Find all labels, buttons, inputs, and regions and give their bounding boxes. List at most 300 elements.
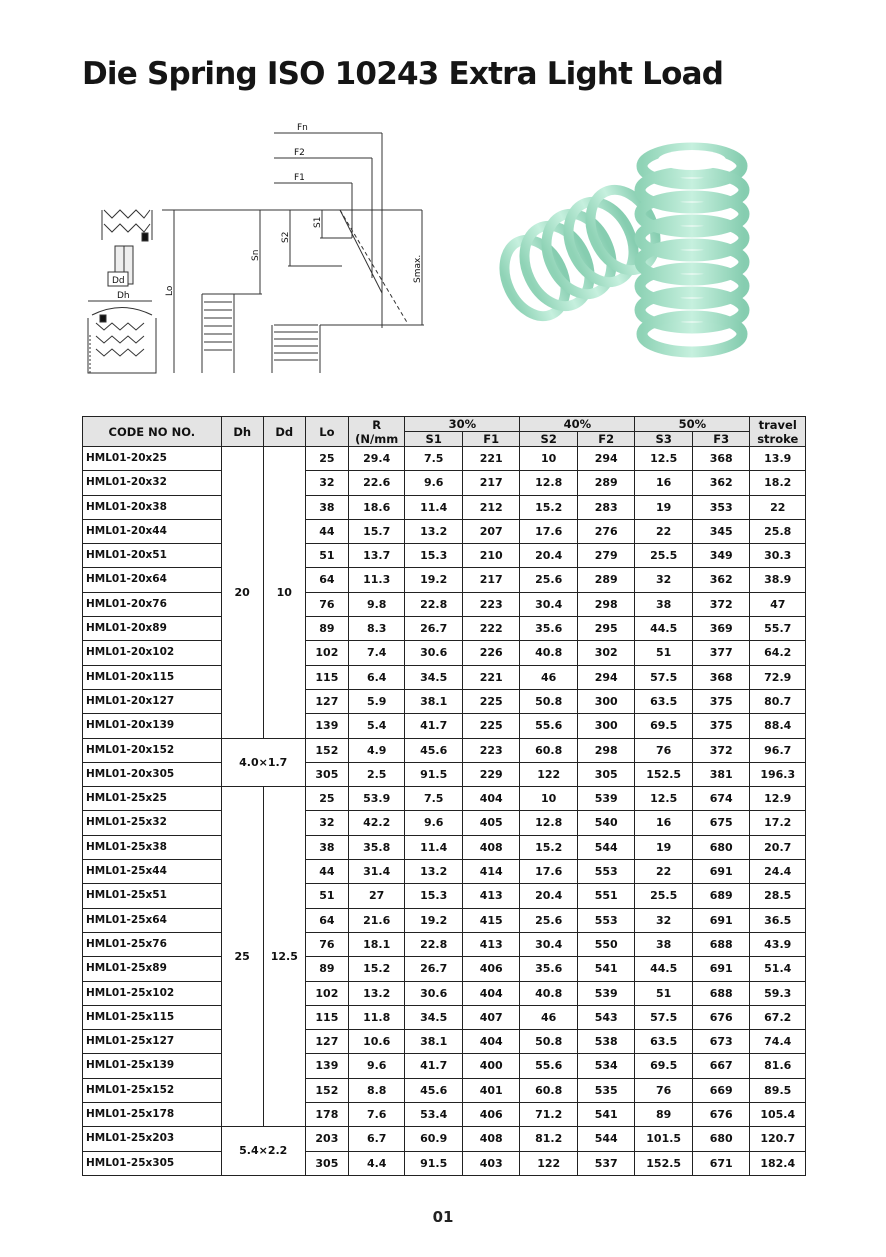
cell-s2: 10: [520, 447, 578, 471]
cell-f2: 540: [577, 811, 635, 835]
table-row: [83, 762, 806, 786]
cell-travel: 47: [750, 592, 806, 616]
cell-f2: 279: [577, 544, 635, 568]
header-lo: Lo: [305, 417, 348, 447]
cell-code: HML01-25x44: [83, 860, 222, 884]
cell-f1: 226: [462, 641, 520, 665]
cell-r: 15.2: [348, 957, 404, 981]
cell-lo: 305: [305, 762, 348, 786]
table-row: [83, 884, 806, 908]
cell-f3: 362: [692, 568, 750, 592]
label-lo: Lo: [165, 285, 175, 296]
cell-dd-group-12-5: 12.5: [263, 787, 305, 1127]
cell-code: HML01-20x32: [83, 471, 222, 495]
header-dd: Dd: [263, 417, 305, 447]
page-title: Die Spring ISO 10243 Extra Light Load: [82, 56, 724, 92]
cell-f1: 404: [462, 1030, 520, 1054]
cell-lo: 89: [305, 617, 348, 641]
cell-f1: 415: [462, 908, 520, 932]
cell-s1: 41.7: [405, 714, 463, 738]
cell-f3: 680: [692, 835, 750, 859]
cell-s1: 34.5: [405, 665, 463, 689]
cell-lo: 102: [305, 641, 348, 665]
label-fn: Fn: [297, 123, 308, 133]
cell-code: HML01-25x25: [83, 787, 222, 811]
cell-f1: 225: [462, 689, 520, 713]
cell-travel: 81.6: [750, 1054, 806, 1078]
cell-r: 10.6: [348, 1030, 404, 1054]
cell-lo: 152: [305, 738, 348, 762]
header-s1: S1: [405, 432, 463, 447]
cell-s3: 76: [635, 1078, 693, 1102]
cell-f3: 689: [692, 884, 750, 908]
cell-code: HML01-25x127: [83, 1030, 222, 1054]
cell-code: HML01-20x115: [83, 665, 222, 689]
cell-lo: 51: [305, 884, 348, 908]
spring-spec-table: [82, 416, 806, 1176]
cell-s3: 89: [635, 1103, 693, 1127]
cell-s3: 19: [635, 495, 693, 519]
cell-s1: 13.2: [405, 519, 463, 543]
header-50pct: 50%: [635, 417, 750, 432]
table-row: [83, 860, 806, 884]
table-row: [83, 738, 806, 762]
cell-s2: 35.6: [520, 617, 578, 641]
cell-f3: 375: [692, 689, 750, 713]
cell-s1: 53.4: [405, 1103, 463, 1127]
cell-travel: 51.4: [750, 957, 806, 981]
cell-s3: 63.5: [635, 689, 693, 713]
cell-s3: 57.5: [635, 1005, 693, 1029]
cell-travel: 13.9: [750, 447, 806, 471]
cell-lo: 25: [305, 787, 348, 811]
cell-f3: 676: [692, 1103, 750, 1127]
label-sn: Sn: [251, 249, 261, 261]
cell-f1: 223: [462, 738, 520, 762]
header-r-line2: (N/mm: [355, 431, 399, 446]
cell-f2: 305: [577, 762, 635, 786]
header-travel-line1: travel: [758, 417, 797, 432]
cell-f2: 289: [577, 471, 635, 495]
cell-lo: 127: [305, 1030, 348, 1054]
cell-r: 22.6: [348, 471, 404, 495]
cell-s1: 38.1: [405, 689, 463, 713]
cell-s3: 69.5: [635, 1054, 693, 1078]
cell-s3: 16: [635, 811, 693, 835]
cell-f3: 362: [692, 471, 750, 495]
cell-code: HML01-25x102: [83, 981, 222, 1005]
cell-f1: 217: [462, 471, 520, 495]
cell-s2: 25.6: [520, 568, 578, 592]
cell-f2: 300: [577, 689, 635, 713]
cell-f3: 372: [692, 738, 750, 762]
cell-travel: 67.2: [750, 1005, 806, 1029]
cell-s2: 17.6: [520, 860, 578, 884]
cell-travel: 36.5: [750, 908, 806, 932]
cell-lo: 139: [305, 714, 348, 738]
cell-r: 13.7: [348, 544, 404, 568]
cell-s2: 40.8: [520, 981, 578, 1005]
table-row: [83, 519, 806, 543]
label-dd: Dd: [112, 276, 125, 286]
cell-dd-group-10: 10: [263, 447, 305, 739]
cell-r: 42.2: [348, 811, 404, 835]
table-row: [83, 1127, 806, 1151]
cell-f2: 276: [577, 519, 635, 543]
cell-travel: 89.5: [750, 1078, 806, 1102]
cell-s2: 60.8: [520, 738, 578, 762]
cell-lo: 115: [305, 1005, 348, 1029]
cell-travel: 182.4: [750, 1151, 806, 1175]
cell-lo: 152: [305, 1078, 348, 1102]
cell-s3: 25.5: [635, 544, 693, 568]
table-row: [83, 811, 806, 835]
cell-code: HML01-20x51: [83, 544, 222, 568]
cell-code: HML01-20x139: [83, 714, 222, 738]
cell-f1: 207: [462, 519, 520, 543]
cell-travel: 105.4: [750, 1103, 806, 1127]
cell-travel: 72.9: [750, 665, 806, 689]
cell-f1: 401: [462, 1078, 520, 1102]
cell-s1: 11.4: [405, 835, 463, 859]
cell-f1: 407: [462, 1005, 520, 1029]
cell-lo: 44: [305, 519, 348, 543]
cell-f3: 353: [692, 495, 750, 519]
cell-r: 4.4: [348, 1151, 404, 1175]
cell-travel: 59.3: [750, 981, 806, 1005]
cell-s2: 71.2: [520, 1103, 578, 1127]
header-travel: [750, 417, 806, 447]
label-f2: F2: [294, 148, 305, 158]
cell-s3: 44.5: [635, 957, 693, 981]
cell-code: HML01-25x178: [83, 1103, 222, 1127]
cell-s2: 40.8: [520, 641, 578, 665]
table-row: [83, 932, 806, 956]
cell-r: 15.7: [348, 519, 404, 543]
cell-code: HML01-25x32: [83, 811, 222, 835]
cell-f3: 673: [692, 1030, 750, 1054]
cell-s1: 19.2: [405, 568, 463, 592]
cell-r: 29.4: [348, 447, 404, 471]
cell-lo: 89: [305, 957, 348, 981]
cell-travel: 64.2: [750, 641, 806, 665]
cell-f1: 212: [462, 495, 520, 519]
cell-travel: 18.2: [750, 471, 806, 495]
cell-lo: 115: [305, 665, 348, 689]
header-s3: S3: [635, 432, 693, 447]
cell-r: 27: [348, 884, 404, 908]
cell-f1: 229: [462, 762, 520, 786]
header-40pct: 40%: [520, 417, 635, 432]
cell-s2: 46: [520, 665, 578, 689]
cell-s3: 152.5: [635, 1151, 693, 1175]
cell-lo: 38: [305, 495, 348, 519]
cell-code: HML01-25x89: [83, 957, 222, 981]
cell-s1: 41.7: [405, 1054, 463, 1078]
table-row: [83, 1103, 806, 1127]
cell-f3: 345: [692, 519, 750, 543]
table-row: [83, 495, 806, 519]
cell-lo: 305: [305, 1151, 348, 1175]
cell-lo: 38: [305, 835, 348, 859]
cell-s2: 35.6: [520, 957, 578, 981]
cell-s3: 76: [635, 738, 693, 762]
cell-s2: 15.2: [520, 495, 578, 519]
cell-s2: 122: [520, 762, 578, 786]
table-row: [83, 689, 806, 713]
cell-f1: 400: [462, 1054, 520, 1078]
cell-code: HML01-25x38: [83, 835, 222, 859]
cell-r: 31.4: [348, 860, 404, 884]
cell-lo: 64: [305, 568, 348, 592]
cell-s1: 30.6: [405, 641, 463, 665]
cell-code: HML01-20x102: [83, 641, 222, 665]
cell-f1: 405: [462, 811, 520, 835]
table-row: [83, 1151, 806, 1175]
cell-dhdd-group-4-0: 4.0×1.7: [221, 738, 305, 787]
cell-f2: 298: [577, 738, 635, 762]
label-dh: Dh: [117, 291, 130, 301]
header-f1: F1: [462, 432, 520, 447]
cell-f3: 369: [692, 617, 750, 641]
cell-travel: 74.4: [750, 1030, 806, 1054]
cell-f1: 221: [462, 447, 520, 471]
cell-r: 8.3: [348, 617, 404, 641]
header-f2: F2: [577, 432, 635, 447]
cell-f1: 217: [462, 568, 520, 592]
cell-travel: 12.9: [750, 787, 806, 811]
cell-travel: 22: [750, 495, 806, 519]
cell-r: 21.6: [348, 908, 404, 932]
cell-code: HML01-20x25: [83, 447, 222, 471]
table-row: [83, 1005, 806, 1029]
cell-s3: 57.5: [635, 665, 693, 689]
cell-s2: 30.4: [520, 592, 578, 616]
cell-f3: 349: [692, 544, 750, 568]
table-row: [83, 568, 806, 592]
cell-s2: 20.4: [520, 544, 578, 568]
cell-code: HML01-25x305: [83, 1151, 222, 1175]
cell-f1: 413: [462, 932, 520, 956]
cell-f1: 406: [462, 1103, 520, 1127]
cell-f2: 550: [577, 932, 635, 956]
cell-s1: 13.2: [405, 860, 463, 884]
cell-r: 6.4: [348, 665, 404, 689]
cell-s2: 30.4: [520, 932, 578, 956]
page-number: 01: [432, 1208, 454, 1226]
table-row: [83, 981, 806, 1005]
cell-f3: 674: [692, 787, 750, 811]
cell-f3: 368: [692, 665, 750, 689]
table-row: [83, 1054, 806, 1078]
cell-r: 2.5: [348, 762, 404, 786]
cell-r: 9.6: [348, 1054, 404, 1078]
cell-s3: 38: [635, 932, 693, 956]
table-row: [83, 544, 806, 568]
cell-r: 18.6: [348, 495, 404, 519]
cell-s3: 19: [635, 835, 693, 859]
cell-f2: 302: [577, 641, 635, 665]
cell-lo: 127: [305, 689, 348, 713]
cell-f2: 289: [577, 568, 635, 592]
cell-s3: 16: [635, 471, 693, 495]
table-row: [83, 714, 806, 738]
cell-travel: 43.9: [750, 932, 806, 956]
cell-r: 18.1: [348, 932, 404, 956]
cell-f3: 368: [692, 447, 750, 471]
cell-r: 7.4: [348, 641, 404, 665]
cell-s2: 55.6: [520, 714, 578, 738]
cell-s1: 9.6: [405, 471, 463, 495]
cell-travel: 80.7: [750, 689, 806, 713]
cell-s1: 19.2: [405, 908, 463, 932]
cell-f3: 372: [692, 592, 750, 616]
header-30pct: 30%: [405, 417, 520, 432]
cell-lo: 25: [305, 447, 348, 471]
cell-f1: 408: [462, 1127, 520, 1151]
cell-r: 4.9: [348, 738, 404, 762]
cell-s3: 12.5: [635, 787, 693, 811]
cell-f1: 404: [462, 981, 520, 1005]
cell-code: HML01-20x305: [83, 762, 222, 786]
cell-lo: 178: [305, 1103, 348, 1127]
cell-s3: 51: [635, 641, 693, 665]
cell-s1: 34.5: [405, 1005, 463, 1029]
cell-f2: 553: [577, 908, 635, 932]
cell-s2: 10: [520, 787, 578, 811]
cell-f3: 381: [692, 762, 750, 786]
label-f1: F1: [294, 173, 305, 183]
cell-s2: 122: [520, 1151, 578, 1175]
cell-r: 6.7: [348, 1127, 404, 1151]
cell-code: HML01-20x76: [83, 592, 222, 616]
cell-s1: 22.8: [405, 592, 463, 616]
cell-travel: 24.4: [750, 860, 806, 884]
cell-travel: 28.5: [750, 884, 806, 908]
cell-r: 5.4: [348, 714, 404, 738]
cell-s2: 12.8: [520, 471, 578, 495]
cell-dh-group-20: 20: [221, 447, 263, 739]
cell-s1: 22.8: [405, 932, 463, 956]
cell-s3: 25.5: [635, 884, 693, 908]
cell-travel: 38.9: [750, 568, 806, 592]
cell-f2: 294: [577, 447, 635, 471]
cell-f1: 221: [462, 665, 520, 689]
label-smax: Smax.: [413, 254, 423, 283]
cell-r: 35.8: [348, 835, 404, 859]
cell-travel: 196.3: [750, 762, 806, 786]
cell-dhdd-group-5-4: 5.4×2.2: [221, 1127, 305, 1176]
cell-code: HML01-20x152: [83, 738, 222, 762]
cell-f2: 283: [577, 495, 635, 519]
cell-travel: 120.7: [750, 1127, 806, 1151]
cell-r: 7.6: [348, 1103, 404, 1127]
cell-f2: 551: [577, 884, 635, 908]
cell-f3: 676: [692, 1005, 750, 1029]
cell-s2: 81.2: [520, 1127, 578, 1151]
cell-code: HML01-25x64: [83, 908, 222, 932]
cell-f2: 544: [577, 1127, 635, 1151]
cell-s1: 91.5: [405, 762, 463, 786]
cell-s2: 17.6: [520, 519, 578, 543]
cell-s1: 9.6: [405, 811, 463, 835]
cell-s3: 51: [635, 981, 693, 1005]
table-row: [83, 447, 806, 471]
cell-f1: 408: [462, 835, 520, 859]
cell-r: 8.8: [348, 1078, 404, 1102]
cell-s3: 44.5: [635, 617, 693, 641]
cell-f2: 539: [577, 787, 635, 811]
spring-product-photo: [475, 128, 855, 383]
cell-lo: 76: [305, 932, 348, 956]
cell-f2: 539: [577, 981, 635, 1005]
cell-f2: 294: [577, 665, 635, 689]
cell-s1: 7.5: [405, 787, 463, 811]
cell-s3: 152.5: [635, 762, 693, 786]
table-row: [83, 1030, 806, 1054]
cell-s1: 30.6: [405, 981, 463, 1005]
cell-f3: 691: [692, 908, 750, 932]
cell-dh-group-25: 25: [221, 787, 263, 1127]
cell-s1: 45.6: [405, 738, 463, 762]
cell-travel: 30.3: [750, 544, 806, 568]
cell-s2: 20.4: [520, 884, 578, 908]
cell-f2: 298: [577, 592, 635, 616]
cell-s3: 101.5: [635, 1127, 693, 1151]
table-row: [83, 787, 806, 811]
label-s1: S1: [313, 216, 323, 228]
cell-f1: 210: [462, 544, 520, 568]
table-row: [83, 1078, 806, 1102]
cell-r: 53.9: [348, 787, 404, 811]
cell-f1: 406: [462, 957, 520, 981]
cell-f3: 669: [692, 1078, 750, 1102]
cell-s1: 26.7: [405, 957, 463, 981]
cell-code: HML01-25x139: [83, 1054, 222, 1078]
table-row: [83, 617, 806, 641]
cell-f1: 404: [462, 787, 520, 811]
table-row: [83, 835, 806, 859]
cell-code: HML01-20x127: [83, 689, 222, 713]
cell-s1: 11.4: [405, 495, 463, 519]
cell-s1: 15.3: [405, 544, 463, 568]
header-code: CODE NO NO.: [83, 417, 222, 447]
cell-f2: 541: [577, 957, 635, 981]
cell-s3: 22: [635, 860, 693, 884]
cell-f3: 688: [692, 932, 750, 956]
cell-s1: 26.7: [405, 617, 463, 641]
header-r-line1: R: [372, 417, 382, 432]
cell-f1: 225: [462, 714, 520, 738]
cell-s3: 32: [635, 908, 693, 932]
cell-f2: 295: [577, 617, 635, 641]
cell-lo: 44: [305, 860, 348, 884]
cell-r: 5.9: [348, 689, 404, 713]
cell-code: HML01-25x152: [83, 1078, 222, 1102]
cell-lo: 139: [305, 1054, 348, 1078]
cell-f3: 691: [692, 957, 750, 981]
cell-travel: 55.7: [750, 617, 806, 641]
cell-f1: 222: [462, 617, 520, 641]
cell-f3: 667: [692, 1054, 750, 1078]
cell-f3: 675: [692, 811, 750, 835]
cell-r: 11.8: [348, 1005, 404, 1029]
cell-f1: 413: [462, 884, 520, 908]
cell-travel: 96.7: [750, 738, 806, 762]
cell-f2: 300: [577, 714, 635, 738]
cell-travel: 88.4: [750, 714, 806, 738]
cell-code: HML01-20x89: [83, 617, 222, 641]
